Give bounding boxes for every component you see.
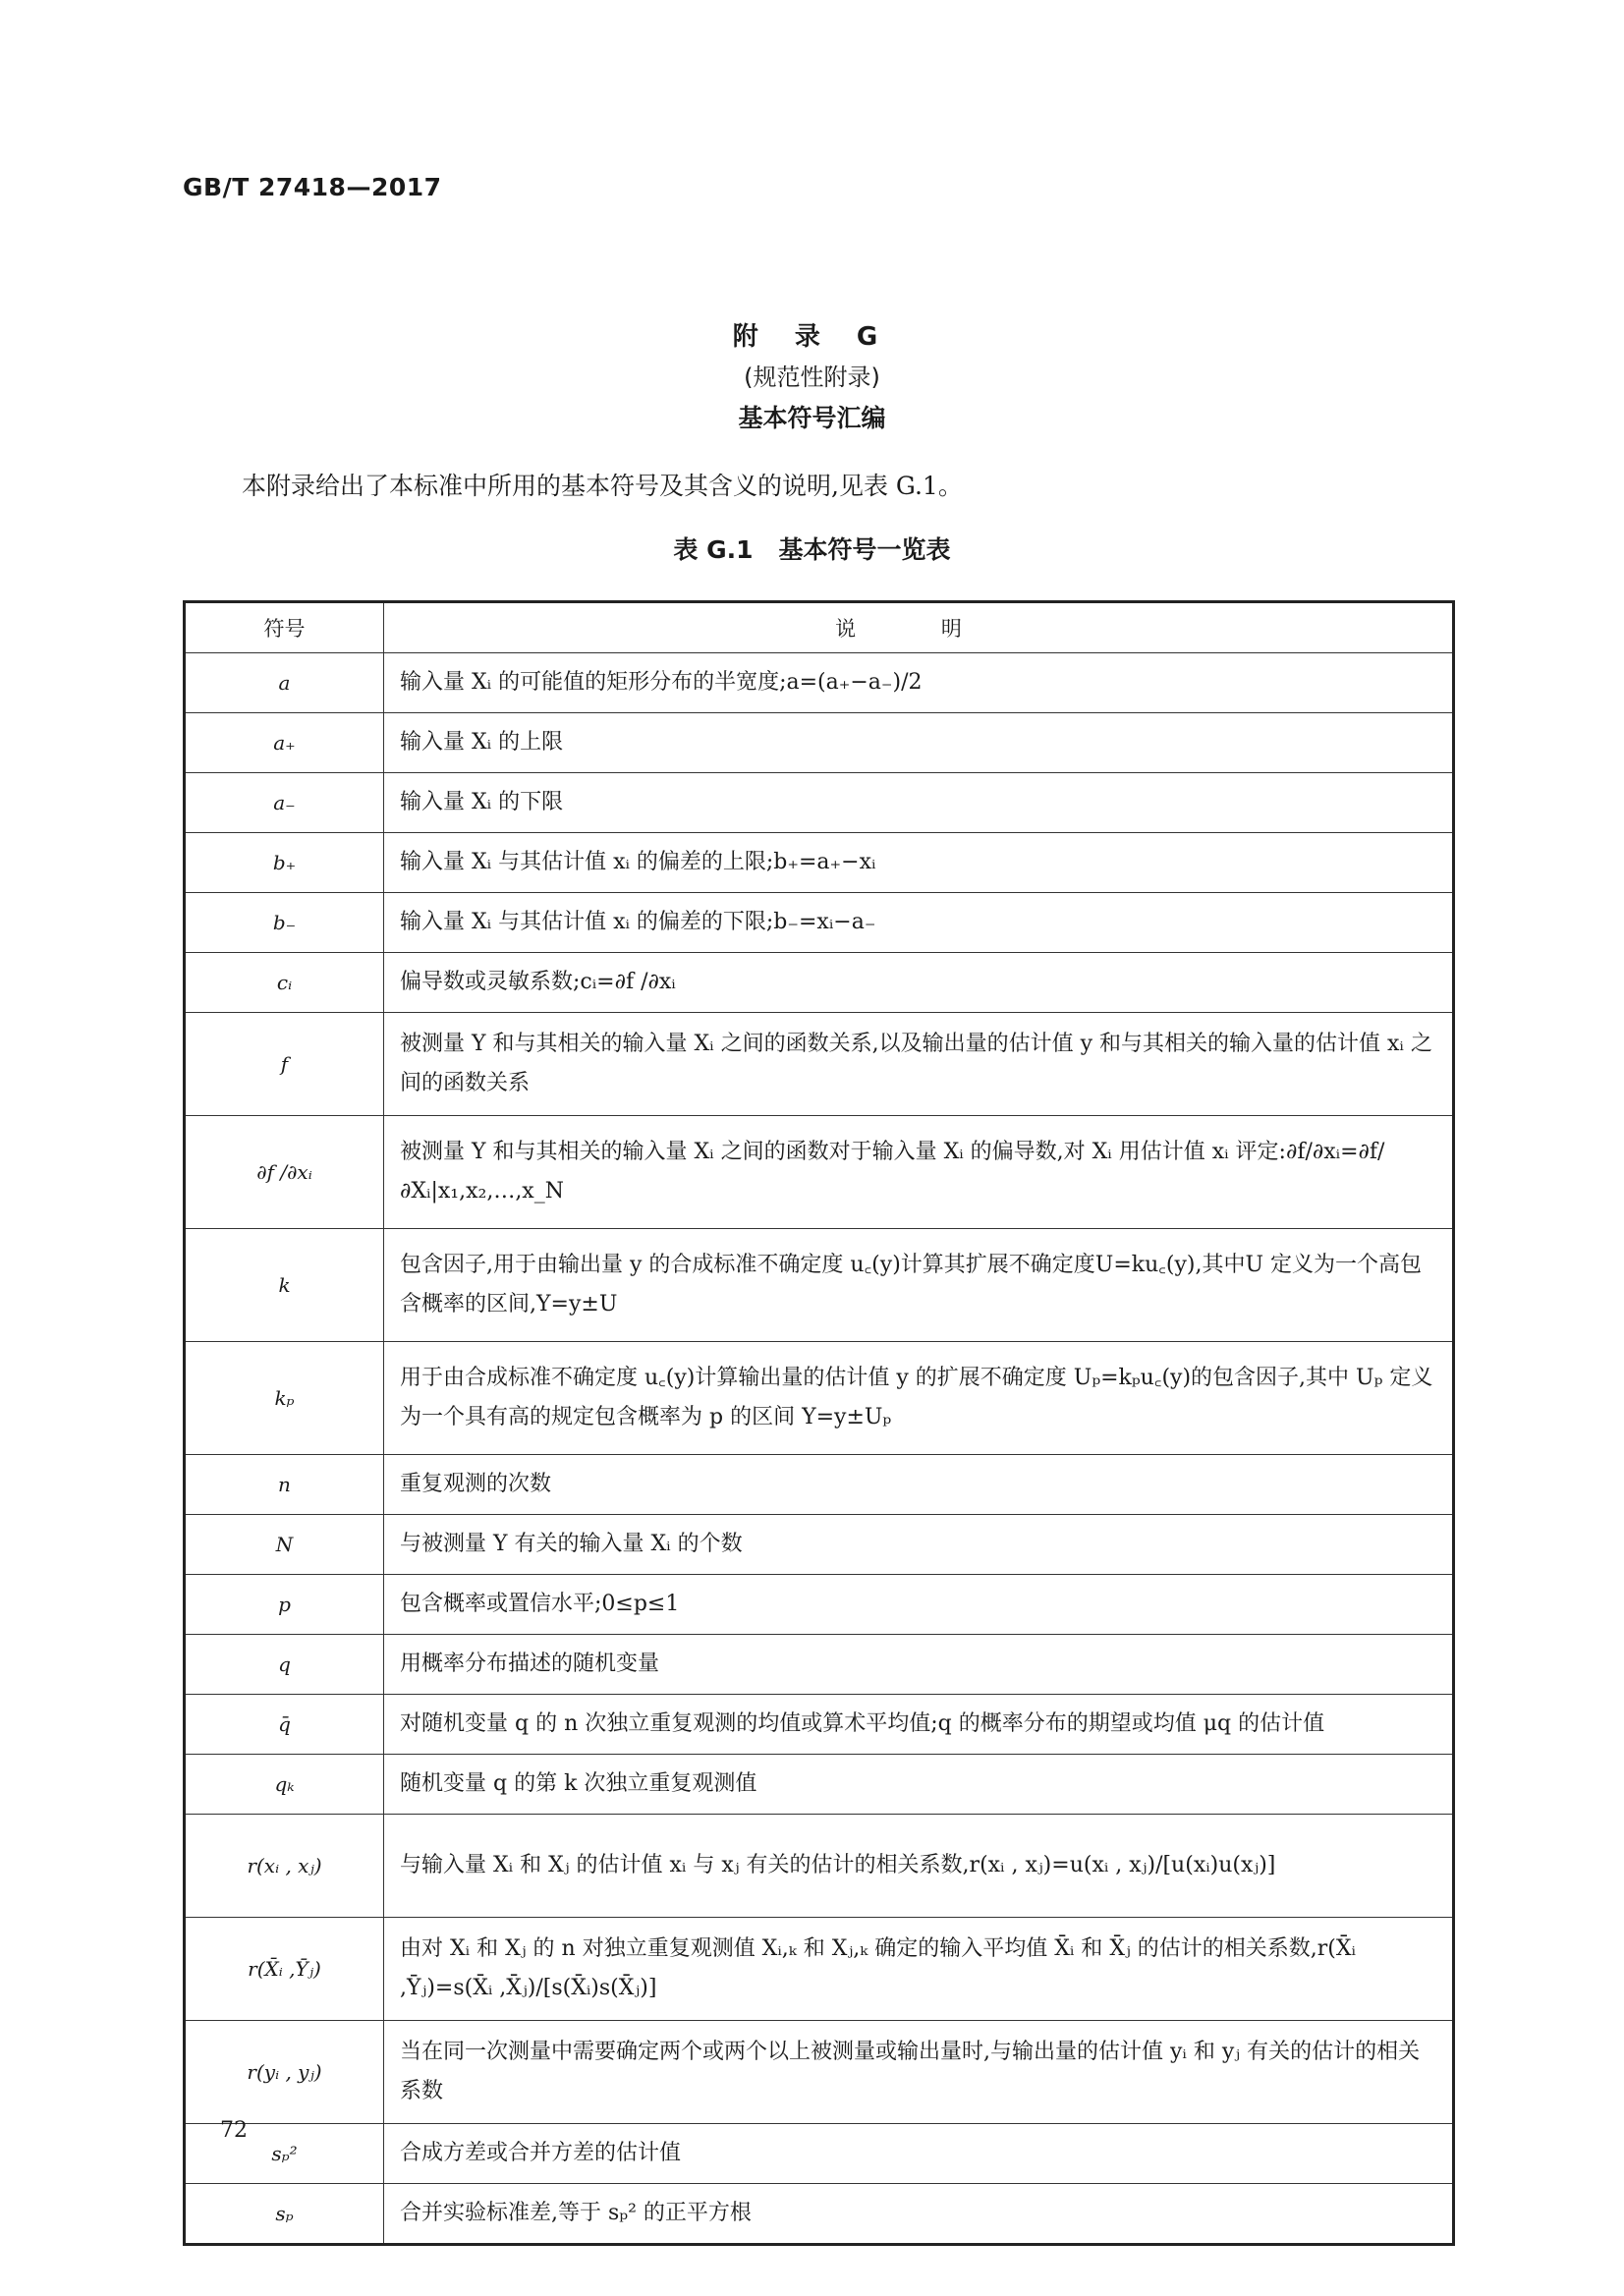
description-cell: 被测量 Y 和与其相关的输入量 Xᵢ 之间的函数关系,以及输出量的估计值 y 和与其相关的输入量的估计值 xᵢ 之间的函数关系 — [384, 1013, 1454, 1116]
description-cell: 重复观测的次数 — [384, 1455, 1454, 1515]
table-row — [185, 1575, 1454, 1635]
description-cell: 偏导数或灵敏系数;cᵢ=∂f /∂xᵢ — [384, 953, 1454, 1013]
description-cell: 包含概率或置信水平;0≤p≤1 — [384, 1575, 1454, 1635]
symbol-cell: k — [185, 1229, 384, 1342]
table-row — [185, 2184, 1454, 2245]
table-row — [185, 953, 1454, 1013]
symbol-cell: b₋ — [185, 893, 384, 953]
symbol-cell: p — [185, 1575, 384, 1635]
symbol-cell: cᵢ — [185, 953, 384, 1013]
annex-subtitle: (规范性附录) — [744, 364, 880, 391]
table-row — [185, 2124, 1454, 2184]
description-cell: 由对 Xᵢ 和 Xⱼ 的 n 对独立重复观测值 Xᵢ,ₖ 和 Xⱼ,ₖ 确定的输入平均值 X̄ᵢ 和 X̄ⱼ 的估计的相关系数,r(X̄ᵢ ,Ȳⱼ)=s(X̄ᵢ ,X̄ⱼ)/[s(X̄ᵢ)s(X̄ⱼ)] — [384, 1918, 1454, 2021]
table-row — [185, 1229, 1454, 1342]
description-cell: 输入量 Xᵢ 的下限 — [384, 773, 1454, 833]
table-row — [185, 1342, 1454, 1455]
symbol-cell: r(yᵢ , yⱼ) — [185, 2021, 384, 2124]
table-row — [185, 1918, 1454, 2021]
table-row — [185, 1116, 1454, 1229]
symbol-cell: b₊ — [185, 833, 384, 893]
table-row — [185, 1635, 1454, 1695]
description-cell: 当在同一次测量中需要确定两个或两个以上被测量或输出量时,与输出量的估计值 yᵢ 和 yⱼ 有关的估计的相关系数 — [384, 2021, 1454, 2124]
table-row — [185, 1815, 1454, 1918]
symbol-cell: a — [185, 653, 384, 713]
symbol-cell: sₚ — [185, 2184, 384, 2245]
table-caption-title: 基本符号一览表 — [778, 535, 951, 564]
table-row — [185, 893, 1454, 953]
table-row — [185, 1755, 1454, 1815]
table-row — [185, 2021, 1454, 2124]
description-cell: 与被测量 Y 有关的输入量 Xᵢ 的个数 — [384, 1515, 1454, 1575]
symbol-table — [183, 600, 1455, 2246]
description-cell: 合成方差或合并方差的估计值 — [384, 2124, 1454, 2184]
table-row — [185, 773, 1454, 833]
symbol-cell: kₚ — [185, 1342, 384, 1455]
description-cell: 用于由合成标准不确定度 u꜀(y)计算输出量的估计值 y 的扩展不确定度 Uₚ=kₚu꜀(y)的包含因子,其中 Uₚ 定义为一个具有高的规定包含概率为 p 的区间 Y=y±Uₚ — [384, 1342, 1454, 1455]
description-cell: 被测量 Y 和与其相关的输入量 Xᵢ 之间的函数对于输入量 Xᵢ 的偏导数,对 Xᵢ 用估计值 xᵢ 评定:∂f/∂xᵢ=∂f/∂Xᵢ|x₁,x₂,…,x_N — [384, 1116, 1454, 1229]
symbol-cell: N — [185, 1515, 384, 1575]
symbol-cell: q — [185, 1635, 384, 1695]
symbol-cell: qₖ — [185, 1755, 384, 1815]
table-row — [185, 1515, 1454, 1575]
description-cell: 包含因子,用于由输出量 y 的合成标准不确定度 u꜀(y)计算其扩展不确定度U=ku꜀(y),其中U 定义为一个高包含概率的区间,Y=y±U — [384, 1229, 1454, 1342]
description-cell: 输入量 Xᵢ 与其估计值 xᵢ 的偏差的上限;b₊=a₊−xᵢ — [384, 833, 1454, 893]
symbol-cell: sₚ² — [185, 2124, 384, 2184]
table-row — [185, 1695, 1454, 1755]
table-row — [185, 713, 1454, 773]
intro-paragraph: 本附录给出了本标准中所用的基本符号及其含义的说明,见表 G.1。 — [242, 472, 963, 500]
table-row — [185, 1455, 1454, 1515]
symbol-cell: n — [185, 1455, 384, 1515]
table-row — [185, 833, 1454, 893]
annex-title: 附 录 G — [732, 322, 892, 352]
description-cell: 合并实验标准差,等于 sₚ² 的正平方根 — [384, 2184, 1454, 2245]
table-caption-number: 表 G.1 — [673, 535, 754, 564]
annex-name: 基本符号汇编 — [738, 404, 886, 432]
description-cell: 对随机变量 q 的 n 次独立重复观测的均值或算术平均值;q 的概率分布的期望或均值 μq 的估计值 — [384, 1695, 1454, 1755]
table-caption — [0, 531, 1624, 566]
table-header-row — [185, 602, 1454, 653]
symbol-cell: a₊ — [185, 713, 384, 773]
symbol-cell: f — [185, 1013, 384, 1116]
description-cell: 用概率分布描述的随机变量 — [384, 1635, 1454, 1695]
standard-code: GB/T 27418—2017 — [183, 173, 442, 201]
description-cell: 输入量 Xᵢ 与其估计值 xᵢ 的偏差的下限;b₋=xᵢ−a₋ — [384, 893, 1454, 953]
description-cell: 输入量 Xᵢ 的上限 — [384, 713, 1454, 773]
table-row — [185, 653, 1454, 713]
page-number: 72 — [220, 2118, 248, 2143]
symbol-cell: r(xᵢ , xⱼ) — [185, 1815, 384, 1918]
header-symbol: 符号 — [185, 602, 384, 653]
description-cell: 随机变量 q 的第 k 次独立重复观测值 — [384, 1755, 1454, 1815]
symbol-cell: ∂f /∂xᵢ — [185, 1116, 384, 1229]
header-description: 说 明 — [384, 602, 1454, 653]
description-cell: 与输入量 Xᵢ 和 Xⱼ 的估计值 xᵢ 与 xⱼ 有关的估计的相关系数,r(xᵢ , xⱼ)=u(xᵢ , xⱼ)/[u(xᵢ)u(xⱼ)] — [384, 1815, 1454, 1918]
symbol-cell: a₋ — [185, 773, 384, 833]
symbol-cell: q̄ — [185, 1695, 384, 1755]
table-row — [185, 1013, 1454, 1116]
description-cell: 输入量 Xᵢ 的可能值的矩形分布的半宽度;a=(a₊−a₋)/2 — [384, 653, 1454, 713]
symbol-cell: r(X̄ᵢ ,Ȳⱼ) — [185, 1918, 384, 2021]
